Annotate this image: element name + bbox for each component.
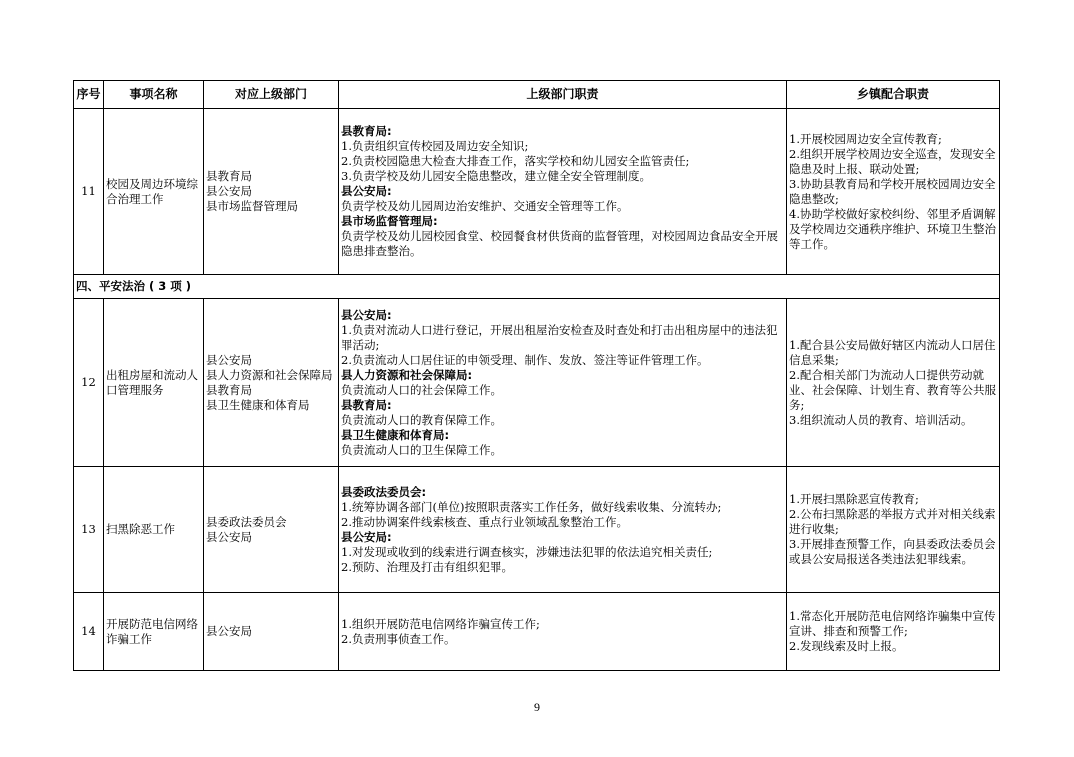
duty-table	[73, 80, 1000, 671]
table-row	[74, 109, 1000, 275]
duty-line: 1.组织开展防范电信网络诈骗宣传工作;	[341, 616, 540, 631]
row-departments	[204, 299, 339, 467]
page-number: 9	[534, 700, 540, 714]
row-item-name: 校园及周边环境综合治理工作	[104, 109, 204, 275]
duty-line: 负责学校及幼儿园周边治安维护、交通安全管理等工作。	[341, 199, 629, 213]
section-title: 四、平安法治 ( 3 项 )	[74, 275, 1000, 299]
township-line: 2.配合相关部门为流动人口提供劳动就业、社会保障、计划生育、教育等公共服务;	[789, 367, 996, 412]
township-line: 2.公布扫黑除恶的举报方式并对相关线索进行收集;	[789, 507, 996, 536]
township-line: 2.发现线索及时上报。	[789, 639, 904, 653]
row-num: 14	[74, 593, 104, 671]
duty-line: 2.推动协调案件线索核查、重点行业领域乱象整治工作。	[341, 514, 628, 529]
row-departments	[204, 593, 339, 671]
township-line: 1.常态化开展防范电信网络诈骗集中宣传宣讲、排查和预警工作;	[789, 609, 996, 638]
row-departments	[204, 467, 339, 593]
township-line: 1.配合县公安局做好辖区内流动人口居住信息采集;	[789, 337, 996, 367]
row-num: 13	[74, 467, 104, 593]
duty-line: 1.负责对流动人口进行登记，开展出租屋治安检查及时查处和打击出租房屋中的违法犯罪活动;	[341, 322, 778, 352]
duty-line: 2.预防、治理及打击有组织犯罪。	[341, 559, 513, 574]
duty-line: 2.负责刑事侦查工作。	[341, 631, 456, 646]
row-duties	[339, 593, 787, 671]
duty-line: 负责流动人口的教育保障工作。	[341, 412, 502, 427]
header-township: 乡镇配合职责	[787, 81, 1000, 109]
duty-line: 1.统筹协调各部门(单位)按照职责落实工作任务，做好线索收集、分流转办;	[341, 499, 722, 514]
table-header-row	[74, 81, 1000, 109]
row-departments	[204, 109, 339, 275]
department-line: 县教育局	[206, 169, 252, 183]
row-duties	[339, 467, 787, 593]
department-line: 县公安局	[206, 184, 252, 198]
header-department: 对应上级部门	[204, 81, 339, 109]
duty-dept-title: 县公安局:	[341, 307, 392, 322]
township-line: 3.开展排查预警工作，向县委政法委员会或县公安局报送各类违法犯罪线索。	[789, 537, 996, 566]
header-item-name: 事项名称	[104, 81, 204, 109]
township-line: 1.开展扫黑除恶宣传教育;	[789, 492, 919, 506]
duty-line: 3.负责学校及幼儿园安全隐患整改，建立健全安全管理制度。	[341, 169, 651, 183]
township-line: 2.组织开展学校周边安全巡查，发现安全隐患及时上报、联动处置;	[789, 146, 996, 176]
duty-dept-title: 县人力资源和社会保障局:	[341, 367, 473, 382]
row-township	[787, 299, 1000, 467]
duty-line: 2.负责流动人口居住证的申领受理、制作、发放、签注等证件管理工作。	[341, 352, 709, 367]
township-line: 1.开展校园周边安全宣传教育;	[789, 131, 942, 146]
row-num: 11	[74, 109, 104, 275]
duty-line: 2.负责校园隐患大检查大排查工作，落实学校和幼儿园安全监管责任;	[341, 154, 690, 168]
duty-dept-title: 县市场监督管理局:	[341, 214, 438, 228]
table-row	[74, 299, 1000, 467]
table-row	[74, 593, 1000, 671]
duty-dept-title: 县委政法委员会:	[341, 484, 427, 499]
department-line: 县公安局	[206, 624, 252, 638]
department-line: 县教育局	[206, 382, 252, 397]
row-township	[787, 109, 1000, 275]
duty-line: 负责流动人口的卫生保障工作。	[341, 442, 502, 457]
duty-dept-title: 县公安局:	[341, 529, 392, 544]
table-row	[74, 467, 1000, 593]
duty-line: 负责学校及幼儿园校园食堂、校园餐食材供货商的监督管理，对校园周边食品安全开展隐患排查整治。	[341, 229, 778, 258]
row-duties	[339, 299, 787, 467]
township-line: 3.组织流动人员的教育、培训活动。	[789, 412, 973, 427]
header-num: 序号	[74, 81, 104, 109]
duty-line: 负责流动人口的社会保障工作。	[341, 382, 502, 397]
row-num: 12	[74, 299, 104, 467]
section-row	[74, 275, 1000, 299]
row-township	[787, 467, 1000, 593]
duty-line: 1.对发现或收到的线索进行调查核实，涉嫌违法犯罪的依法追究相关责任;	[341, 544, 713, 559]
township-line: 4.协助学校做好家校纠纷、邻里矛盾调解及学校周边交通秩序维护、环境卫生整治等工作。	[789, 206, 996, 251]
duty-dept-title: 县教育局:	[341, 124, 392, 138]
row-duties	[339, 109, 787, 275]
department-line: 县人力资源和社会保障局	[206, 367, 333, 382]
department-line: 县公安局	[206, 352, 252, 367]
duty-dept-title: 县教育局:	[341, 397, 392, 412]
duty-dept-title: 县公安局:	[341, 184, 392, 198]
department-line: 县委政法委员会	[206, 514, 287, 529]
header-duties: 上级部门职责	[339, 81, 787, 109]
department-line: 县公安局	[206, 529, 252, 544]
row-item-name: 出租房屋和流动人口管理服务	[104, 299, 204, 467]
township-line: 3.协助县教育局和学校开展校园周边安全隐患整改;	[789, 176, 996, 206]
row-item-name: 开展防范电信网络诈骗工作	[104, 593, 204, 671]
duty-dept-title: 县卫生健康和体育局:	[341, 427, 450, 442]
row-item-name: 扫黑除恶工作	[104, 467, 204, 593]
department-line: 县市场监督管理局	[206, 199, 298, 213]
row-township	[787, 593, 1000, 671]
duty-line: 1.负责组织宣传校园及周边安全知识;	[341, 139, 529, 153]
department-line: 县卫生健康和体育局	[206, 397, 310, 412]
